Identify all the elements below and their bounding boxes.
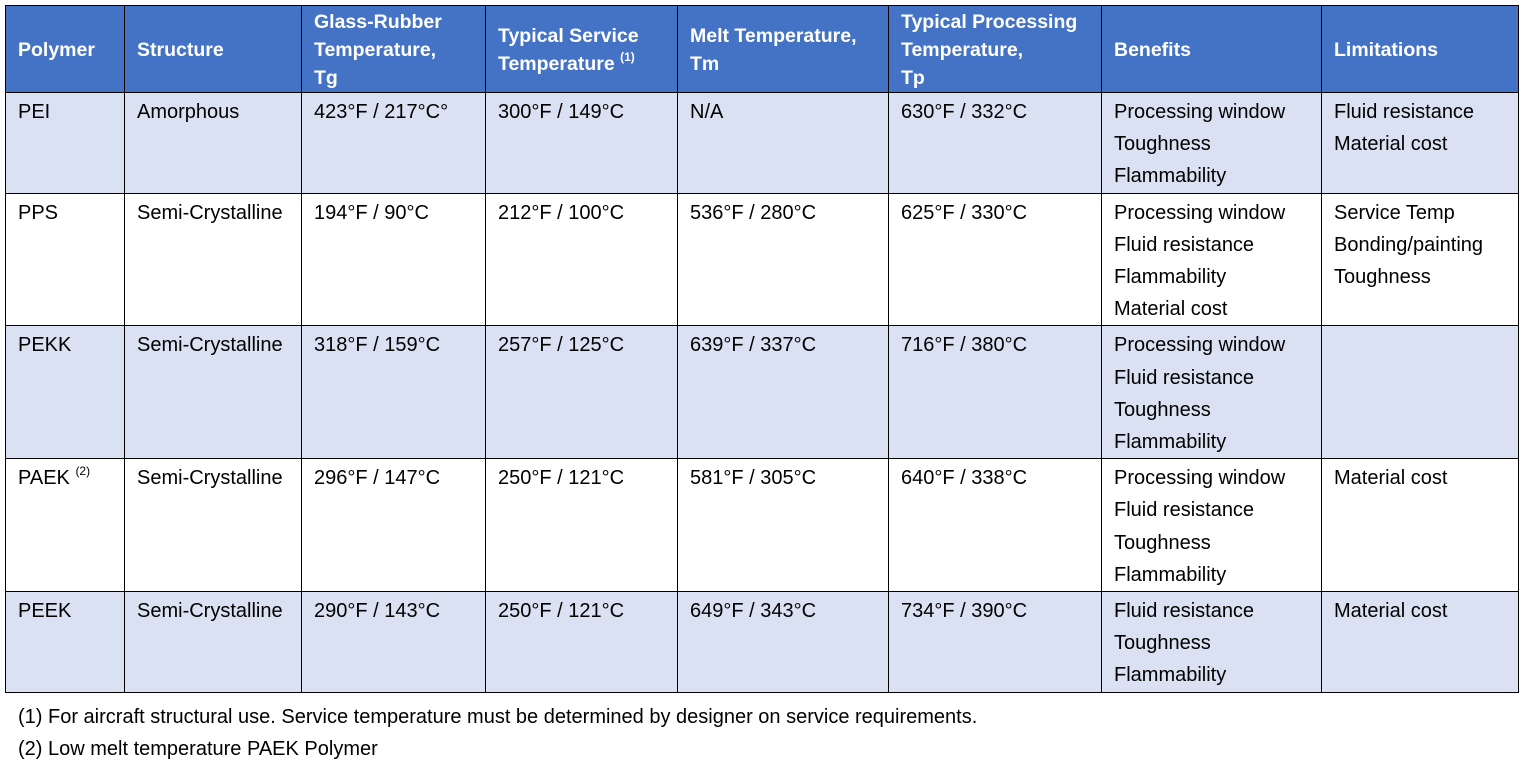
cell-structure: Amorphous [125, 93, 302, 194]
cell-processing-temp: 734°F / 390°C [889, 592, 1102, 693]
cell-tg: 194°F / 90°C [302, 193, 486, 326]
footnote-2: (2) Low melt temperature PAEK Polymer [18, 738, 378, 760]
header-service-line-2-text: Temperature [498, 53, 615, 75]
table-row [6, 193, 1519, 326]
table-row [6, 592, 1519, 693]
cell-polymer: PEEK [6, 592, 125, 693]
cell-benefits [1102, 326, 1322, 459]
polymer-comparison-table-container [5, 5, 1518, 693]
cell-structure: Semi-Crystalline [125, 459, 302, 592]
benefit-item: Flammability [1114, 431, 1227, 454]
cell-limitations [1322, 592, 1519, 693]
cell-limitations [1322, 326, 1519, 459]
cell-melt-temp: 649°F / 343°C [678, 592, 889, 693]
cell-service-temp: 300°F / 149°C [486, 93, 678, 194]
limitation-item: Service Temp [1334, 201, 1455, 224]
benefit-item: Material cost [1114, 298, 1228, 321]
benefit-item: Toughness [1114, 133, 1211, 156]
cell-melt-temp: 639°F / 337°C [678, 326, 889, 459]
cell-tg: 290°F / 143°C [302, 592, 486, 693]
header-limitations: Limitations [1322, 6, 1519, 93]
header-proc-line-1: Typical Processing [901, 11, 1078, 33]
polymer-comparison-table [5, 5, 1519, 693]
header-tg-line-2: Temperature, [314, 39, 437, 61]
cell-polymer [6, 459, 125, 592]
cell-polymer: PPS [6, 193, 125, 326]
benefit-item: Flammability [1114, 266, 1227, 289]
cell-limitations [1322, 193, 1519, 326]
cell-service-temp: 257°F / 125°C [486, 326, 678, 459]
cell-structure: Semi-Crystalline [125, 592, 302, 693]
header-polymer: Polymer [6, 6, 125, 93]
header-tg-line-1: Glass-Rubber [314, 11, 442, 33]
cell-benefits [1102, 459, 1322, 592]
cell-melt-temp: N/A [678, 93, 889, 194]
footnote-1: (1) For aircraft structural use. Service temperature must be determined by designer on service requirements. [18, 706, 978, 728]
header-row [6, 6, 1519, 93]
header-service-footnote-marker: (1) [620, 49, 635, 64]
benefit-item: Flammability [1114, 165, 1227, 188]
cell-structure: Semi-Crystalline [125, 326, 302, 459]
cell-benefits [1102, 592, 1322, 693]
cell-structure: Semi-Crystalline [125, 193, 302, 326]
limitation-item: Bonding/painting [1334, 233, 1484, 256]
header-melt-temperature [678, 6, 889, 93]
table-row [6, 326, 1519, 459]
table-body [6, 93, 1519, 693]
table-row [6, 93, 1519, 194]
cell-tg: 296°F / 147°C [302, 459, 486, 592]
header-tg-line-3: Tg [314, 67, 338, 89]
benefit-item: Flammability [1114, 664, 1227, 687]
cell-benefits [1102, 93, 1322, 194]
benefit-item: Processing window [1114, 334, 1286, 357]
cell-tg: 318°F / 159°C [302, 326, 486, 459]
header-proc-line-2: Temperature, [901, 39, 1024, 61]
limitation-item: Material cost [1334, 133, 1448, 156]
benefit-item: Fluid resistance [1114, 600, 1255, 623]
benefit-item: Fluid resistance [1114, 499, 1255, 522]
benefit-item: Fluid resistance [1114, 366, 1255, 389]
header-melt-line-1: Melt Temperature, [690, 25, 857, 47]
cell-tg: 423°F / 217°C° [302, 93, 486, 194]
cell-service-temp: 250°F / 121°C [486, 459, 678, 592]
polymer-name: PAEK [18, 467, 70, 490]
cell-processing-temp: 630°F / 332°C [889, 93, 1102, 194]
header-service-temperature [486, 6, 678, 93]
cell-melt-temp: 536°F / 280°C [678, 193, 889, 326]
cell-benefits [1102, 193, 1322, 326]
cell-processing-temp: 716°F / 380°C [889, 326, 1102, 459]
cell-polymer: PEI [6, 93, 125, 194]
cell-service-temp: 212°F / 100°C [486, 193, 678, 326]
footnotes [18, 701, 977, 765]
header-service-line-2 [498, 50, 669, 78]
limitation-item: Fluid resistance [1334, 101, 1475, 123]
limitation-item: Material cost [1334, 467, 1448, 490]
limitation-item: Toughness [1334, 266, 1431, 289]
table-header [6, 6, 1519, 93]
polymer-footnote-marker: (2) [75, 463, 91, 478]
header-melt-line-2: Tm [690, 53, 720, 75]
benefit-item: Toughness [1114, 398, 1211, 421]
benefit-item: Processing window [1114, 101, 1286, 123]
table-row [6, 459, 1519, 592]
header-processing-temperature [889, 6, 1102, 93]
cell-polymer: PEKK [6, 326, 125, 459]
benefit-item: Processing window [1114, 201, 1286, 224]
cell-processing-temp: 640°F / 338°C [889, 459, 1102, 592]
header-service-line-1: Typical Service [498, 25, 639, 47]
limitation-item: Material cost [1334, 600, 1448, 623]
header-proc-line-3: Tp [901, 67, 925, 89]
benefit-item: Fluid resistance [1114, 233, 1255, 256]
cell-melt-temp: 581°F / 305°C [678, 459, 889, 592]
header-benefits: Benefits [1102, 6, 1322, 93]
header-structure: Structure [125, 6, 302, 93]
cell-limitations [1322, 459, 1519, 592]
cell-processing-temp: 625°F / 330°C [889, 193, 1102, 326]
header-glass-rubber-temperature [302, 6, 486, 93]
benefit-item: Flammability [1114, 563, 1227, 586]
cell-limitations [1322, 93, 1519, 194]
cell-service-temp: 250°F / 121°C [486, 592, 678, 693]
benefit-item: Toughness [1114, 632, 1211, 655]
benefit-item: Toughness [1114, 531, 1211, 554]
benefit-item: Processing window [1114, 467, 1286, 490]
